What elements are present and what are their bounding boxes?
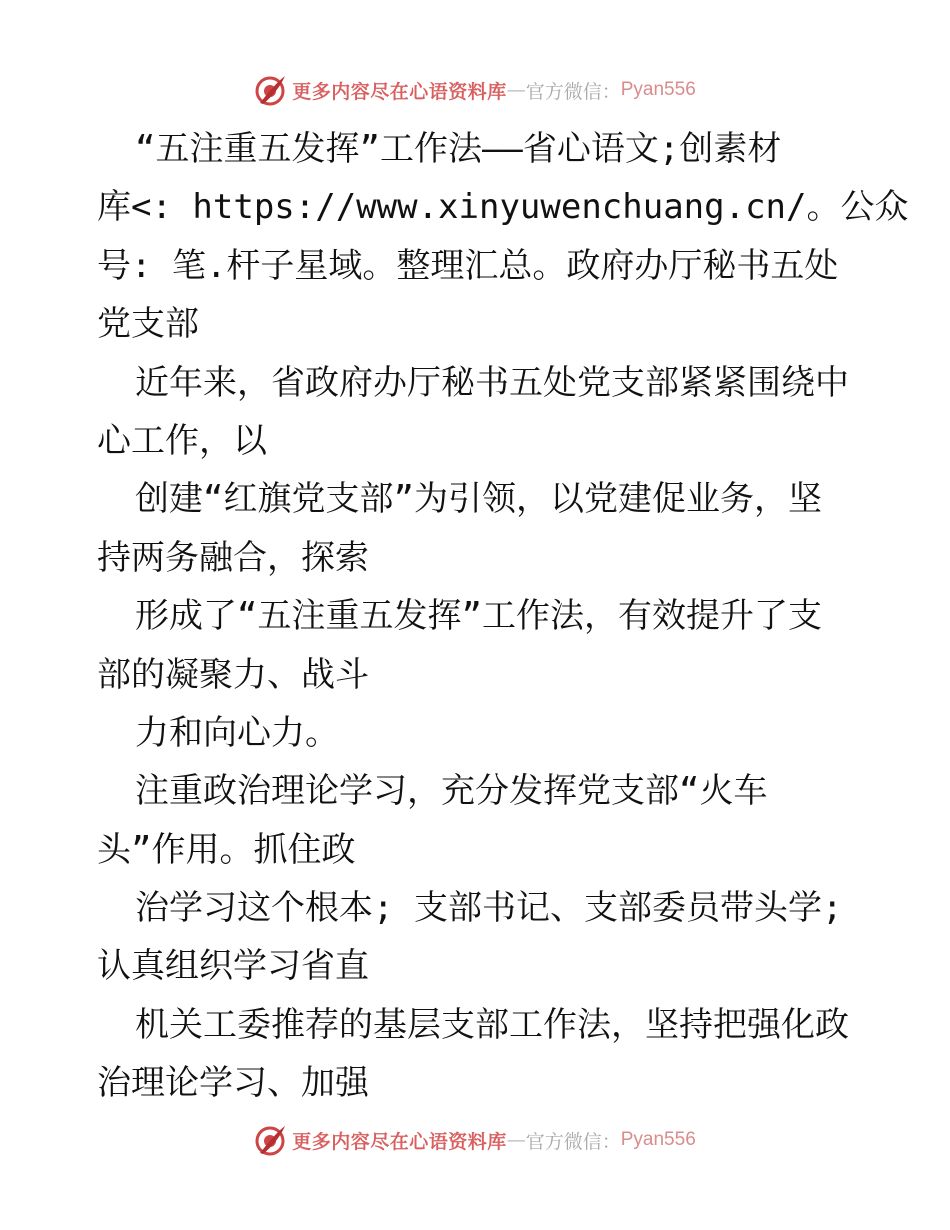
banner-wechat-label: 官方微信：	[525, 80, 621, 103]
header-banner	[0, 73, 950, 107]
text-line: 持两务融合，探索	[97, 537, 369, 578]
text-line: 注重政治理论学习，充分发挥党支部“火车	[135, 771, 768, 812]
text-line: 创建“红旗党支部”为引领，以党建促业务，坚	[135, 479, 822, 520]
text-line: 心工作，以	[97, 420, 267, 461]
text-line: “五注重五发挥”工作法——省心语文;创素材	[135, 129, 782, 169]
footer-banner	[0, 1123, 950, 1157]
text-line: 机关工委推荐的基层支部工作法，坚持把强化政	[135, 1004, 849, 1045]
document-body	[97, 120, 909, 1113]
banner-wechat-account: Pyan556	[620, 1129, 696, 1150]
text-line: 近年来，省政府办厅秘书五处党支部紧紧围绕中	[135, 362, 849, 403]
text-line: 治理论学习、加强	[97, 1063, 369, 1104]
banner-dash: —	[506, 1129, 526, 1151]
text-line: 党支部	[97, 304, 199, 345]
banner-wechat-label: 官方微信：	[525, 1130, 621, 1153]
quill-seal-icon	[254, 73, 288, 107]
text-line: 认真组织学习省直	[97, 946, 369, 987]
banner-wechat-account: Pyan556	[620, 79, 696, 100]
text-line: 力和向心力。	[135, 712, 339, 753]
banner-slogan: 更多内容尽在心语资料库	[292, 1130, 507, 1153]
text-line: 治学习这个根本; 支部书记、支部委员带头学;	[135, 888, 843, 929]
banner-dash: —	[506, 79, 526, 101]
text-line: 头”作用。抓住政	[97, 829, 356, 870]
banner-slogan: 更多内容尽在心语资料库	[292, 80, 507, 103]
text-line: 形成了“五注重五发挥”工作法，有效提升了支	[135, 596, 822, 637]
quill-seal-icon	[254, 1123, 288, 1157]
text-line: 号: 笔.杆子星域。整理汇总。政府办厅秘书五处	[97, 245, 839, 286]
text-line: 部的凝聚力、战斗	[97, 654, 369, 695]
text-line: 库<: https://www.xinyuwenchuang.cn/。公众	[97, 187, 909, 228]
